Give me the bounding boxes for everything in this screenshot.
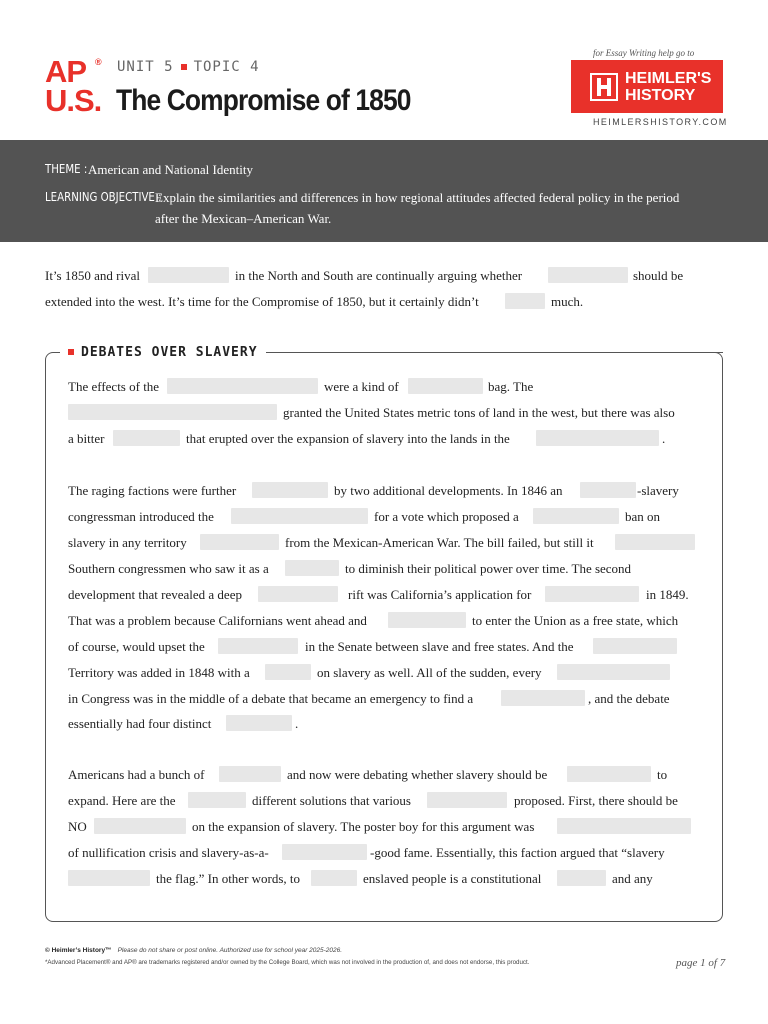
- body-text: and any: [612, 870, 653, 886]
- ap-logo-text: AP: [45, 54, 87, 89]
- fill-in-blank[interactable]: [94, 818, 186, 834]
- fill-in-blank[interactable]: [311, 870, 357, 886]
- intro-text: in the North and South are continually arguing whether: [235, 267, 523, 283]
- body-text: of nullification crisis and slavery-as-a-: [68, 844, 269, 860]
- section-heading-text: DEBATES OVER SLAVERY: [81, 344, 258, 360]
- fill-in-blank[interactable]: [567, 766, 651, 782]
- fill-in-blank[interactable]: [265, 664, 311, 680]
- body-text: essentially had four distinct: [68, 715, 212, 731]
- fill-in-blank[interactable]: [557, 870, 606, 886]
- body-text: from the Mexican-American War. The bill failed, but still it: [285, 534, 594, 550]
- fill-in-blank[interactable]: [148, 267, 229, 283]
- body-text: of course, would upset the: [68, 638, 205, 654]
- trademark-notice: *Advanced Placement® and AP® are trademarks registered and/or owned by the College Board, which was not involved in the production of, and does not endorse, this product.: [45, 959, 530, 967]
- fill-in-blank[interactable]: [188, 792, 246, 808]
- promo-text: for Essay Writing help go to: [593, 47, 695, 58]
- fill-in-blank[interactable]: [285, 560, 339, 576]
- usage-notice: Please do not share or post online. Authorized use for school year 2025-2026.: [117, 947, 343, 955]
- learning-objective-line-1: Explain the similarities and differences in how regional attitudes affected federal policy in the period: [155, 190, 680, 205]
- body-text: in the Senate between slave and free states. And the: [305, 638, 574, 654]
- fill-in-blank[interactable]: [218, 638, 298, 654]
- body-text: That was a problem because Californians went ahead and: [68, 612, 367, 628]
- fill-in-blank[interactable]: [557, 664, 670, 680]
- body-text: different solutions that various: [252, 792, 411, 808]
- body-text: development that revealed a deep: [68, 586, 242, 602]
- theme-label: THEME :: [45, 162, 88, 176]
- body-text: The effects of the: [68, 378, 160, 394]
- fill-in-blank[interactable]: [408, 378, 483, 394]
- intro-text: It’s 1850 and rival: [45, 267, 140, 283]
- theme-value: American and National Identity: [88, 162, 253, 177]
- body-text: .: [295, 715, 299, 731]
- body-text: enslaved people is a constitutional: [363, 870, 542, 886]
- body-text: the flag.” In other words, to: [156, 870, 301, 886]
- fill-in-blank[interactable]: [545, 586, 639, 602]
- fill-in-blank[interactable]: [113, 430, 180, 446]
- website-link[interactable]: HEIMLERSHISTORY.COM: [593, 116, 728, 127]
- fill-in-blank[interactable]: [533, 508, 619, 524]
- fill-in-blank[interactable]: [505, 293, 545, 309]
- logo-line-2: HISTORY: [625, 87, 696, 104]
- body-text: NO: [68, 818, 87, 834]
- fill-in-blank[interactable]: [282, 844, 367, 860]
- body-text: Southern congressmen who saw it as a: [68, 560, 269, 576]
- body-text: for a vote which proposed a: [374, 508, 519, 524]
- section-heading: [60, 343, 266, 361]
- heimlers-history-logo[interactable]: [571, 60, 723, 113]
- intro-text: much.: [551, 293, 584, 309]
- fill-in-blank[interactable]: [501, 690, 585, 706]
- body-text: Territory was added in 1848 with a: [68, 664, 250, 680]
- body-text: ban on: [625, 508, 661, 524]
- us-logo-text: U.S.: [45, 83, 102, 118]
- section-heading-rule: [258, 352, 723, 353]
- logo-line-1: HEIMLER'S: [625, 70, 712, 87]
- body-text: on slavery as well. All of the sudden, every: [317, 664, 542, 680]
- body-text: were a kind of: [324, 378, 399, 394]
- body-text: that erupted over the expansion of slavery into the lands in the: [186, 430, 510, 446]
- body-text: in 1849.: [646, 586, 689, 602]
- unit-topic-label: [117, 58, 260, 76]
- learning-objective-label: LEARNING OBJECTIVE :: [45, 190, 162, 204]
- fill-in-blank[interactable]: [258, 586, 338, 602]
- body-text: .: [662, 430, 666, 446]
- body-text: -slavery: [637, 482, 679, 498]
- red-square-bullet-icon: [181, 64, 187, 70]
- body-text: in Congress was in the middle of a debate that became an emergency to find a: [68, 690, 474, 706]
- intro-text: should be: [633, 267, 684, 283]
- ap-us-logo: [45, 54, 105, 118]
- body-text: expand. Here are the: [68, 792, 176, 808]
- body-text: bag. The: [488, 378, 534, 394]
- red-square-bullet-icon: [68, 349, 74, 355]
- fill-in-blank[interactable]: [557, 818, 691, 834]
- copyright-text: © Heimler’s History™: [45, 947, 112, 955]
- theme-band: [0, 140, 768, 242]
- fill-in-blank[interactable]: [536, 430, 659, 446]
- page-title: The Compromise of 1850: [116, 84, 411, 117]
- heimlers-h-icon: [590, 73, 618, 101]
- fill-in-blank[interactable]: [219, 766, 281, 782]
- learning-objective-line-2: after the Mexican–American War.: [155, 211, 332, 226]
- body-text: on the expansion of slavery. The poster boy for this argument was: [192, 818, 535, 834]
- fill-in-blank[interactable]: [548, 267, 628, 283]
- fill-in-blank[interactable]: [226, 715, 292, 731]
- topic-label: TOPIC 4: [193, 59, 260, 75]
- page-number: page 1 of 7: [676, 956, 726, 969]
- body-text: rift was California’s application for: [348, 586, 532, 602]
- body-text: congressman introduced the: [68, 508, 214, 524]
- fill-in-blank[interactable]: [167, 378, 318, 394]
- body-text: granted the United States metric tons of land in the west, but there was also: [283, 404, 675, 420]
- fill-in-blank[interactable]: [427, 792, 507, 808]
- body-text: , and the debate: [588, 690, 670, 706]
- body-text: The raging factions were further: [68, 482, 237, 498]
- body-text: to: [657, 766, 668, 782]
- unit-label: UNIT 5: [117, 59, 174, 75]
- fill-in-blank[interactable]: [580, 482, 636, 498]
- fill-in-blank[interactable]: [388, 612, 466, 628]
- body-text: to enter the Union as a free state, which: [472, 612, 679, 628]
- body-text: Americans had a bunch of: [68, 766, 205, 782]
- body-text: proposed. First, there should be: [514, 792, 678, 808]
- fill-in-blank[interactable]: [593, 638, 677, 654]
- fill-in-blank[interactable]: [68, 404, 277, 420]
- fill-in-blank[interactable]: [200, 534, 279, 550]
- registered-mark: ®: [95, 57, 102, 67]
- footer-notice: [45, 946, 342, 957]
- body-text: and now were debating whether slavery should be: [287, 766, 548, 782]
- body-text: by two additional developments. In 1846 an: [334, 482, 563, 498]
- fill-in-blank[interactable]: [252, 482, 328, 498]
- fill-in-blank[interactable]: [231, 508, 368, 524]
- body-text: slavery in any territory: [68, 534, 187, 550]
- body-text: -good fame. Essentially, this faction argued that “slavery: [370, 844, 665, 860]
- intro-text: extended into the west. It’s time for the Compromise of 1850, but it certainly didn’t: [45, 293, 479, 309]
- body-text: to diminish their political power over time. The second: [345, 560, 632, 576]
- fill-in-blank[interactable]: [68, 870, 150, 886]
- fill-in-blank[interactable]: [615, 534, 695, 550]
- body-text: a bitter: [68, 430, 105, 446]
